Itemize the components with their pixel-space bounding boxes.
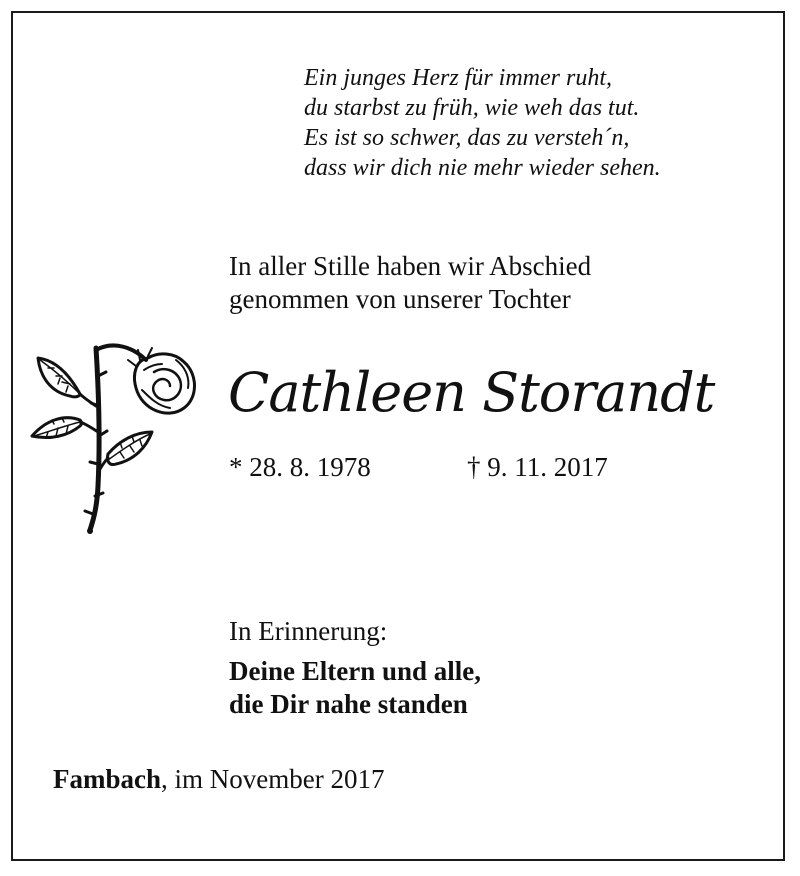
deceased-name: Cathleen Storandt xyxy=(228,361,715,424)
memorial-poem xyxy=(304,63,661,183)
poem-line: du starbst zu früh, wie weh das tut. xyxy=(304,95,640,121)
farewell-intro xyxy=(229,250,591,316)
signer-line: die Dir nahe standen xyxy=(229,689,468,719)
notice-date: , im November 2017 xyxy=(161,764,385,794)
intro-line: In aller Stille haben wir Abschied xyxy=(229,251,592,281)
place-date-line xyxy=(53,763,384,795)
intro-line: genommen von unserer Tochter xyxy=(229,284,571,314)
signers xyxy=(229,655,481,721)
birth-date: * 28. 8. 1978 xyxy=(229,452,371,482)
poem-line: Ein junges Herz für immer ruht, xyxy=(304,65,612,91)
signer-line: Deine Eltern und alle, xyxy=(229,656,482,686)
place-name: Fambach xyxy=(53,764,161,794)
death-date: † 9. 11. 2017 xyxy=(467,452,608,482)
poem-line: Es ist so schwer, das zu versteh´n, xyxy=(304,125,630,151)
memory-label: In Erinnerung: xyxy=(229,616,388,646)
poem-line: dass wir dich nie mehr wieder sehen. xyxy=(304,155,661,181)
rose-icon xyxy=(24,336,204,540)
